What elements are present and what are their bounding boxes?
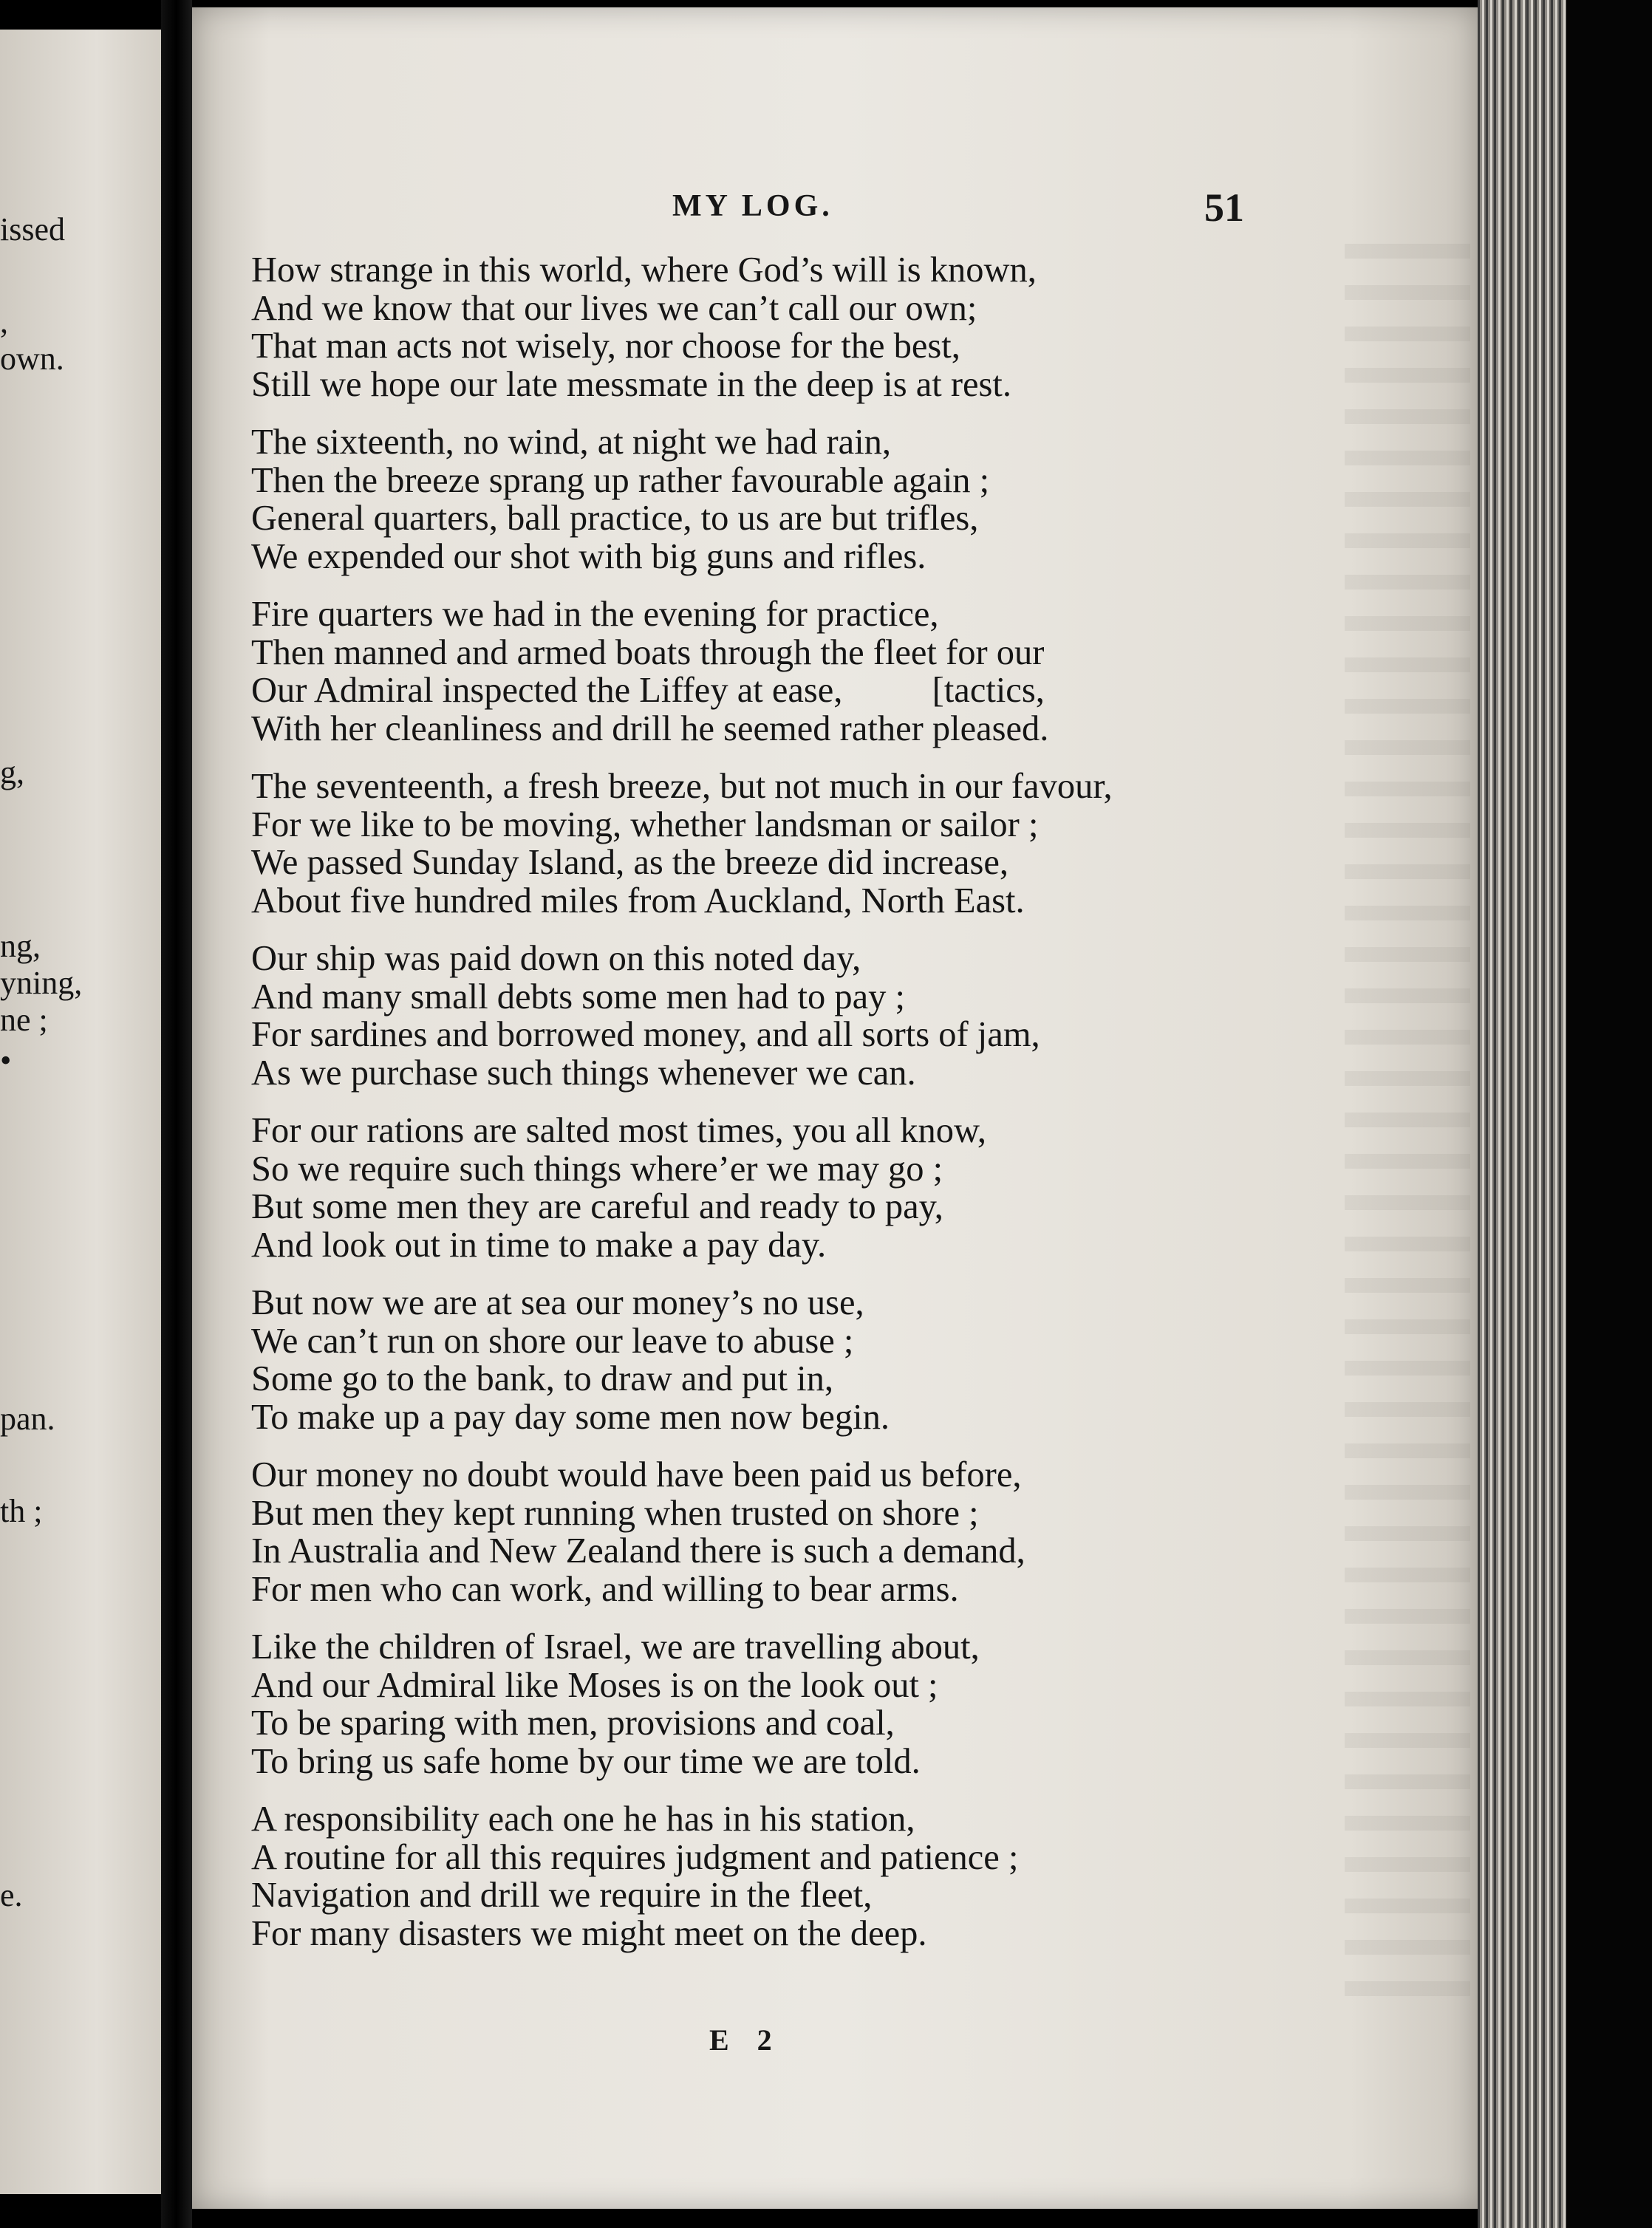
signature-mark: E 2 [709,2023,782,2057]
verse-line: About five hundred miles from Auckland, North East. [251,881,1025,920]
verse-line: And our Admiral like Moses is on the look out ; [251,1665,938,1705]
left-page-fragment: yning, [0,965,83,1001]
verse-line: In Australia and New Zealand there is such a demand, [251,1531,1025,1571]
verse-line: Our money no doubt would have been paid us before, [251,1455,1022,1494]
stanza [251,1456,1448,1608]
running-head: MY LOG. [672,189,833,223]
left-page-fragment: • [0,1042,12,1079]
verse-line: That man acts not wisely, nor choose for the best, [251,327,960,366]
page-number: 51 [1204,185,1244,230]
verse-line: To be sparing with men, provisions and coal, [251,1704,895,1743]
left-page-fragment: g, [0,754,24,790]
verse-line: Our ship was paid down on this noted day, [251,939,861,978]
background-edge [1566,0,1652,2228]
verse-line: And we know that our lives we can’t call our own; [251,288,977,328]
verse-line: To make up a pay day some men now begin. [251,1397,890,1437]
verse-line: For many disasters we might meet on the deep. [251,1913,927,1953]
verse-line: But some men they are careful and ready to pay, [251,1187,943,1226]
stanza [251,1628,1448,1780]
stanza [251,251,1448,403]
left-page-fragment: e. [0,1877,23,1913]
previous-page-fragment [0,30,161,2194]
verse-line: A routine for all this requires judgment and patience ; [251,1837,1019,1877]
verse-line: Fire quarters we had in the evening for practice, [251,595,939,634]
verse-line: Still we hope our late messmate in the deep is at rest. [251,364,1012,404]
verse-line: A responsibility each one he has in his station, [251,1800,915,1839]
verse-line: For we like to be moving, whether landsman or sailor ; [251,804,1039,844]
verse-line: Then the breeze sprang up rather favourable again ; [251,460,990,500]
verse-line: And look out in time to make a pay day. [251,1225,827,1265]
stanza [251,768,1448,920]
poem-body [251,251,1448,1972]
verse-line: General quarters, ball practice, to us are but trifles, [251,499,979,538]
verse-line: We can’t run on shore our leave to abuse ; [251,1321,854,1361]
verse-line: And many small debts some men had to pay ; [251,977,905,1016]
verse-line: To bring us safe home by our time we are told. [251,1741,921,1781]
verse-line: But now we are at sea our money’s no use, [251,1283,864,1322]
verse-line: With her cleanliness and drill he seemed rather pleased. [251,708,1049,748]
left-page-fragment: pan. [0,1401,55,1437]
left-page-fragment: ne ; [0,1002,48,1038]
verse-line: Our Admiral inspected the Liffey at ease, [tactics, [251,671,1045,710]
verse-line: We passed Sunday Island, as the breeze did increase, [251,843,1008,882]
left-page-fragment: th ; [0,1493,43,1529]
book-gutter [161,0,192,2228]
left-page-fragment: issed [0,211,65,247]
verse-line: For our rations are salted most times, you all know, [251,1111,986,1150]
stanza [251,595,1448,748]
verse-line: The sixteenth, no wind, at night we had rain, [251,423,892,462]
left-page-fragment: , [0,304,8,340]
book-page [192,7,1478,2209]
verse-line: How strange in this world, where God’s will is known, [251,250,1037,290]
verse-line: For men who can work, and willing to bear arms. [251,1569,959,1609]
left-page-fragment: ng, [0,928,41,964]
verse-line: Navigation and drill we require in the fleet, [251,1876,873,1915]
verse-line: Like the children of Israel, we are travelling about, [251,1627,980,1667]
verse-line: But men they kept running when trusted on shore ; [251,1493,979,1533]
stanza [251,940,1448,1092]
stanza [251,1112,1448,1264]
verse-line: For sardines and borrowed money, and all sorts of jam, [251,1015,1040,1054]
page-edges [1478,0,1652,2228]
verse-line: So we require such things where’er we may go ; [251,1149,943,1189]
verse-line: Then manned and armed boats through the fleet for our [251,632,1045,672]
verse-line: Some go to the bank, to draw and put in, [251,1359,834,1398]
left-page-fragment: own. [0,341,64,377]
verse-line: We expended our shot with big guns and rifles. [251,536,926,576]
stanza [251,1284,1448,1436]
stanza [251,1800,1448,1952]
verse-line: As we purchase such things whenever we can. [251,1053,916,1093]
verse-line: The seventeenth, a fresh breeze, but not much in our favour, [251,767,1113,806]
stanza [251,423,1448,575]
